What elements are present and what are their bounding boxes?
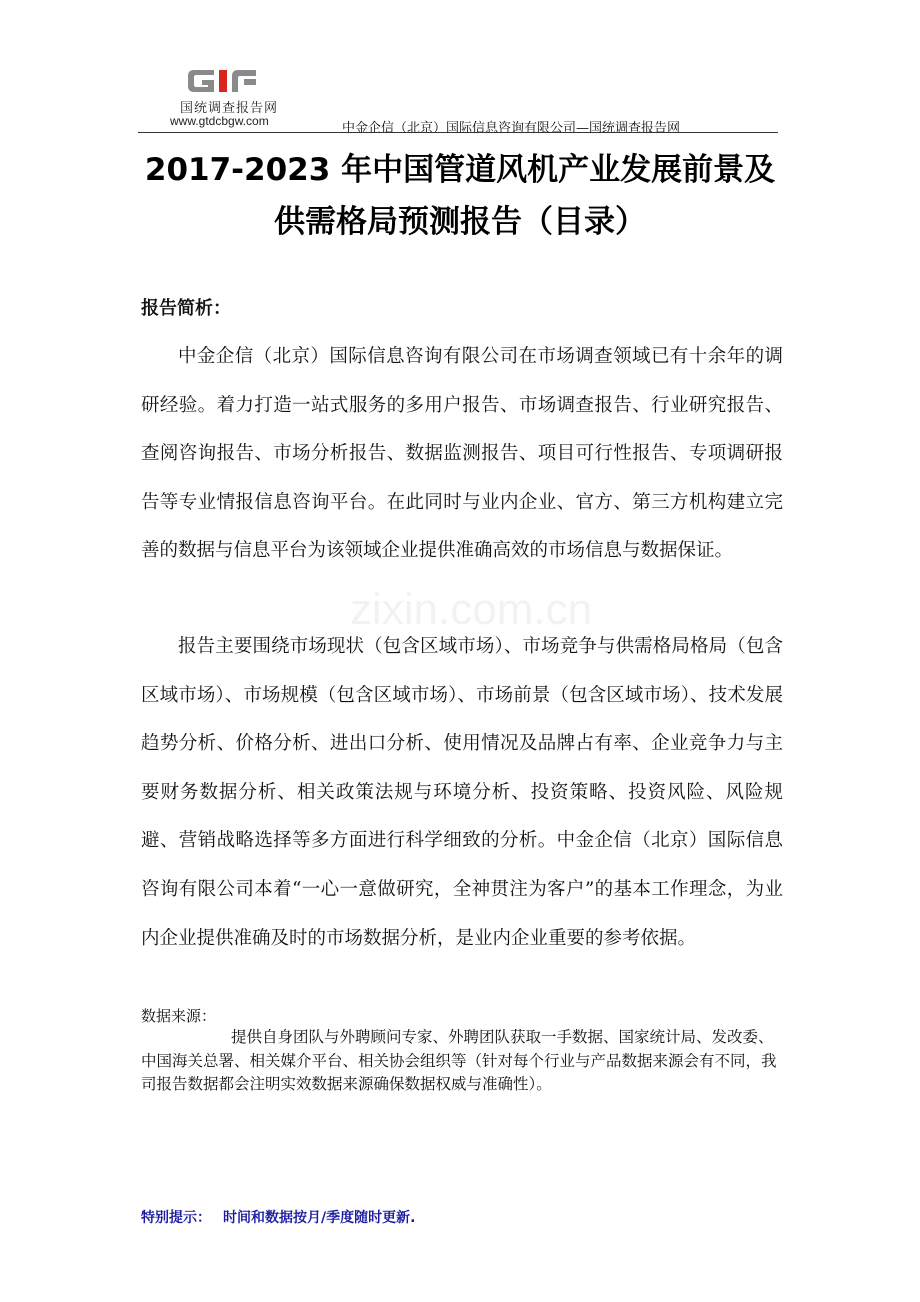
data-source-label: 数据来源：	[141, 1007, 217, 1025]
title-line-1: 2017-2023 年中国管道风机产业发展前景及	[144, 152, 776, 188]
title-line-2: 供需格局预测报告（目录）	[274, 204, 646, 240]
data-source-text: 提供自身团队与外聘顾问专家、外聘团队获取一手数据、国家统计局、发改委、中国海关总署、相关媒介平台、相关协会组织等（针对每个行业与产品数据来源会有不同，我司报告数据都会注明实效数据来源确保数据权威与准确性）。	[141, 1028, 777, 1093]
watermark: zixin.com.cn	[350, 585, 593, 634]
intro-paragraph-1: 中金企信（北京）国际信息咨询有限公司在市场调查领域已有十余年的调研经验。着力打造一站式服务的多用户报告、市场调查报告、行业研究报告、查阅咨询报告、市场分析报告、数据监测报告、项目可行性报告、专项调研报告等专业情报信息咨询平台。在此同时与业内企业、官方、第三方机构建立完善的数据与信息平台为该领域企业提供准确高效的市场信息与数据保证。	[141, 346, 783, 562]
header-divider	[138, 132, 778, 133]
intro-heading: 报告简析：	[141, 298, 231, 319]
header-company-name: 中金企信（北京）国际信息咨询有限公司—国统调查报告网	[342, 121, 681, 136]
logo-url[interactable]: www.gtdcbgw.com	[170, 114, 269, 128]
gir-logo-icon	[186, 66, 276, 96]
notice-label: 特别提示：	[141, 1210, 211, 1226]
logo-site-name: 国统调查报告网	[180, 101, 279, 116]
document-title	[100, 144, 820, 248]
special-notice	[141, 1207, 415, 1227]
intro-paragraph-2: 报告主要围绕市场现状（包含区域市场）、市场竞争与供需格局格局（包含区域市场）、市场规模（包含区域市场）、市场前景（包含区域市场）、技术发展趋势分析、价格分析、进出口分析、使用情况及品牌占有率、企业竞争力与主要财务数据分析、相关政策法规与环境分析、投资策略、投资风险、风险规避、营销战略选择等多方面进行科学细致的分析。中金企信（北京）国际信息咨询有限公司本着“一心一意做研究，全神贯注为客户”的基本工作理念，为业内企业提供准确及时的市场数据分析，是业内企业重要的参考依据。	[141, 636, 783, 949]
site-logo	[146, 66, 296, 130]
notice-text: 时间和数据按月/季度随时更新.	[223, 1210, 416, 1226]
